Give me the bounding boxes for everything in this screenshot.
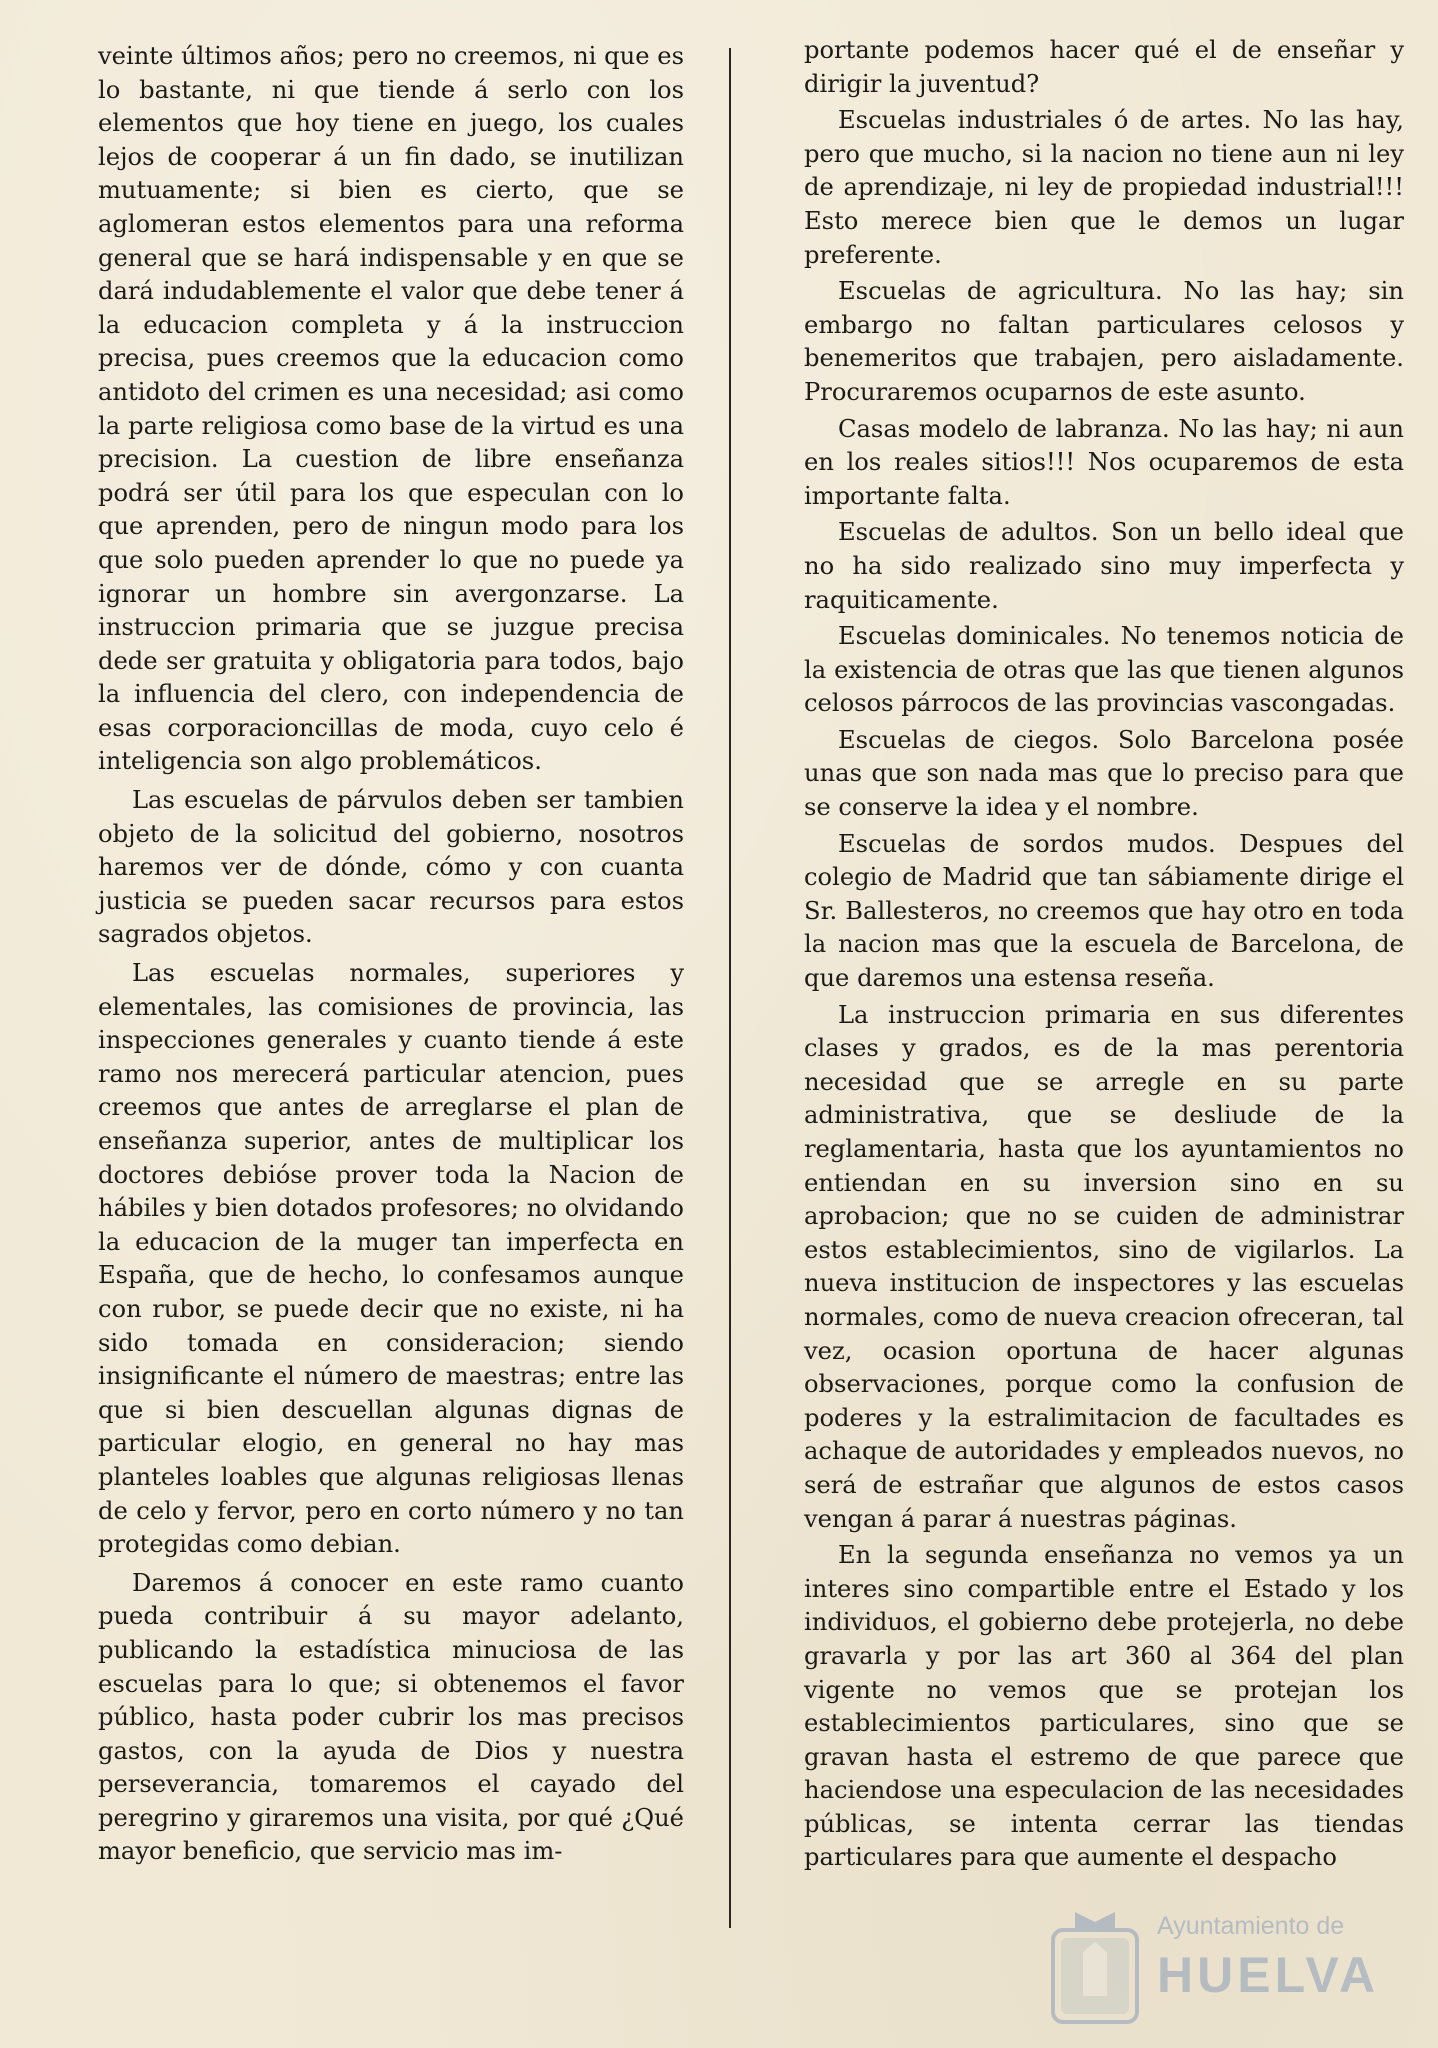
archive-watermark <box>1045 1908 1405 2028</box>
column-divider <box>729 48 731 1928</box>
paragraph: Las escuelas normales, superiores y elementales, las comisiones de provincia, las inspecciones generales y cuanto tiende á este ramo nos merecerá particular atencion, pues creemos que antes de arreglarse el plan de enseñanza superior, antes de multiplicar los doctores debióse prover toda la Nacion de hábiles y bien dotados profesores; no olvidando la educacion de la muger tan imperfecta en España, que de hecho, lo confesamos aunque con rubor, se puede decir que no existe, ni ha sido tomada en consideracion; siendo insignificante el número de maestras; entre las que si bien descuellan algunas dignas de particular elogio, en general no hay mas planteles loables que algunas religiosas llenas de celo y fervor, pero en corto número y no tan protegidas como debian. <box>98 959 684 1559</box>
paragraph: Escuelas dominicales. No tenemos noticia de la existencia de otras que las que tienen algunos celosos párrocos de las provincias vascongadas. <box>804 622 1404 718</box>
watermark-line-1: Ayuntamiento de <box>1157 1912 1345 1940</box>
left-column <box>98 40 684 1869</box>
paragraph: La instruccion primaria en sus diferentes clases y grados, es de la mas perentoria necesidad que se arregle en su parte administrativa, que se desliude de la reglamentaria, hasta que los ayuntamientos no entiendan en su inversion sino en su aprobacion; que no se cuiden de administrar estos establecimientos, sino de vigilarlos. La nueva institucion de inspectores y las escuelas normales, como de nueva creacion ofreceran, tal vez, ocasion oportuna de hacer algunas observaciones, porque como la confusion de poderes y la estralimitacion de facultades es achaque de autoridades y empleados nuevos, no será de estrañar que algunos de estos casos vengan á parar á nuestras páginas. <box>804 1000 1404 1533</box>
paragraph: portante podemos hacer qué el de enseñar y dirigir la juventud? <box>804 36 1404 98</box>
paragraph: Escuelas industriales ó de artes. No las hay, pero que mucho, si la nacion no tiene aun ni ley de aprendizaje, ni ley de propiedad industrial!!! Esto merece bien que le demos un lugar preferente. <box>804 106 1404 269</box>
paragraph: En la segunda enseñanza no vemos ya un interes sino compartible entre el Estado y los individuos, el gobierno debe protejerla, no debe gravarla y por las art 360 al 364 del plan vigente no vemos que se protejan los establecimientos particulares, sino que se gravan hasta el estremo de que parece que haciendose una especulacion de las necesidades públicas, se intenta cerrar las tiendas particulares para que aumente el despacho <box>804 1541 1404 1872</box>
watermark-line-2: HUELVA <box>1157 1947 1380 2003</box>
paragraph: Escuelas de ciegos. Solo Barcelona posée unas que son nada mas que lo preciso para que se conserve la idea y el nombre. <box>804 725 1404 822</box>
paragraph: Las escuelas de párvulos deben ser tambien objeto de la solicitud del gobierno, nosotros haremos ver de dónde, cómo y con cuanta justicia se pueden sacar recursos para estos sagrados objetos. <box>98 786 684 949</box>
paragraph: Escuelas de adultos. Son un bello ideal que no ha sido realizado sino muy imperfecta y raquiticamente. <box>804 518 1404 614</box>
paragraph: Casas modelo de labranza. No las hay; ni aun en los reales sitios!!! Nos ocuparemos de esta importante falta. <box>804 414 1404 510</box>
paragraph: Daremos á conocer en este ramo cuanto pueda contribuir á su mayor adelanto, publicando la estadística minuciosa de las escuelas para lo que; si obtenemos el favor público, hasta poder cubrir los mas precisos gastos, con la ayuda de Dios y nuestra perseverancia, tomaremos el cayado del peregrino y giraremos una visita, por qué ¿Qué mayor beneficio, que servicio mas im- <box>98 1568 684 1866</box>
paragraph: Escuelas de agricultura. No las hay; sin embargo no faltan particulares celosos y benemeritos que trabajen, pero aisladamente. Procuraremos ocuparnos de este asunto. <box>804 277 1404 406</box>
paragraph: veinte últimos años; pero no creemos, ni que es lo bastante, ni que tiende á serlo con los elementos que hoy tiene en juego, los cuales lejos de cooperar á un fin dado, se inutilizan mutuamente; si bien es cierto, que se aglomeran estos elementos para una reforma general que se hará indispensable y en que se dará indudablemente el valor que debe tener á la educacion completa y á la instruccion precisa, pues creemos que la educacion como antidoto del crimen es una necesidad; asi como la parte religiosa como base de la virtud es una precision. La cuestion de libre enseñanza podrá ser útil para los que especulan con lo que aprenden, pero de ningun modo para los que solo pueden aprender lo que no puede ya ignorar un hombre sin avergonzarse. La instruccion primaria que se juzgue precisa dede ser gratuita y obligatoria para todos, bajo la influencia del clero, con independencia de esas corporacioncillas de moda, cuyo celo é inteligencia son algo problemáticos. <box>98 42 684 776</box>
coat-of-arms-icon <box>1045 1908 1145 2028</box>
paragraph: Escuelas de sordos mudos. Despues del colegio de Madrid que tan sábiamente dirige el Sr. Ballesteros, no creemos que hay otro en toda la nacion mas que la escuela de Barcelona, de que daremos una estensa reseña. <box>804 829 1404 993</box>
right-column <box>804 34 1404 1875</box>
